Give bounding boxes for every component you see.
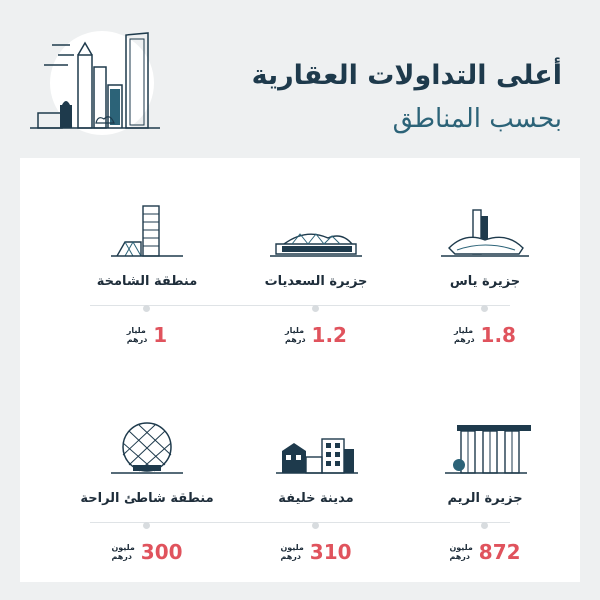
region-value: 1.2 [311, 323, 347, 347]
region-value-row [415, 537, 555, 567]
unit-top: مليار [126, 326, 146, 335]
region-name: منطقة شاطئ الراحة [80, 491, 214, 506]
unit-top: مليون [280, 543, 304, 552]
region-card-al-shamkha [77, 204, 217, 354]
timeline-dot [312, 305, 319, 312]
al-shamkha-icon [97, 204, 197, 264]
region-value-row [77, 320, 217, 350]
region-value: 310 [309, 540, 352, 564]
timeline-dot [143, 522, 150, 529]
region-card-khalifa-city [246, 421, 386, 571]
unit-bottom: درهم [280, 552, 301, 561]
region-card-reem-island [415, 421, 555, 571]
region-value-row [246, 537, 386, 567]
value-unit [285, 326, 306, 344]
timeline-dot [312, 522, 319, 529]
region-name: مدينة خليفة [278, 491, 354, 506]
region-name: جزيرة الريم [447, 491, 523, 506]
unit-top: مليار [285, 326, 305, 335]
region-value-row [415, 320, 555, 350]
unit-bottom: درهم [126, 335, 148, 344]
unit-top: مليون [111, 543, 135, 552]
header [0, 0, 600, 150]
region-name: منطقة الشامخة [96, 274, 198, 289]
region-card-al-raha-beach [77, 421, 217, 571]
unit-top: مليون [449, 543, 473, 552]
region-value: 872 [478, 540, 521, 564]
region-card-yas-island [415, 204, 555, 354]
region-name: جزيرة السعديات [264, 274, 368, 289]
region-value-row [77, 537, 217, 567]
timeline-dot [143, 305, 150, 312]
value-unit [111, 543, 134, 561]
unit-bottom: درهم [449, 552, 470, 561]
timeline-dot [481, 305, 488, 312]
timeline-dot [481, 522, 488, 529]
value-unit [280, 543, 303, 561]
page-subtitle: بحسب المناطق [392, 104, 562, 134]
value-unit [449, 543, 472, 561]
region-value: 300 [140, 540, 183, 564]
khalifa-city-icon [266, 421, 366, 481]
unit-bottom: درهم [454, 335, 475, 344]
page-title: أعلى التداولات العقارية [251, 60, 562, 91]
unit-bottom: درهم [111, 552, 132, 561]
unit-top: مليار [454, 326, 474, 335]
saadiyat-island-icon [266, 204, 366, 264]
region-value: 1.8 [480, 323, 516, 347]
unit-bottom: درهم [285, 335, 306, 344]
reem-island-icon [435, 421, 535, 481]
region-value: 1 [153, 323, 168, 347]
yas-island-icon [435, 204, 535, 264]
region-name: جزيرة ياس [449, 274, 521, 289]
regions-panel [20, 158, 580, 582]
region-card-saadiyat-island [246, 204, 386, 354]
value-unit [454, 326, 475, 344]
value-unit [127, 326, 148, 344]
region-value-row [246, 320, 386, 350]
al-raha-beach-icon [97, 421, 197, 481]
city-skyline-icon [30, 25, 160, 140]
